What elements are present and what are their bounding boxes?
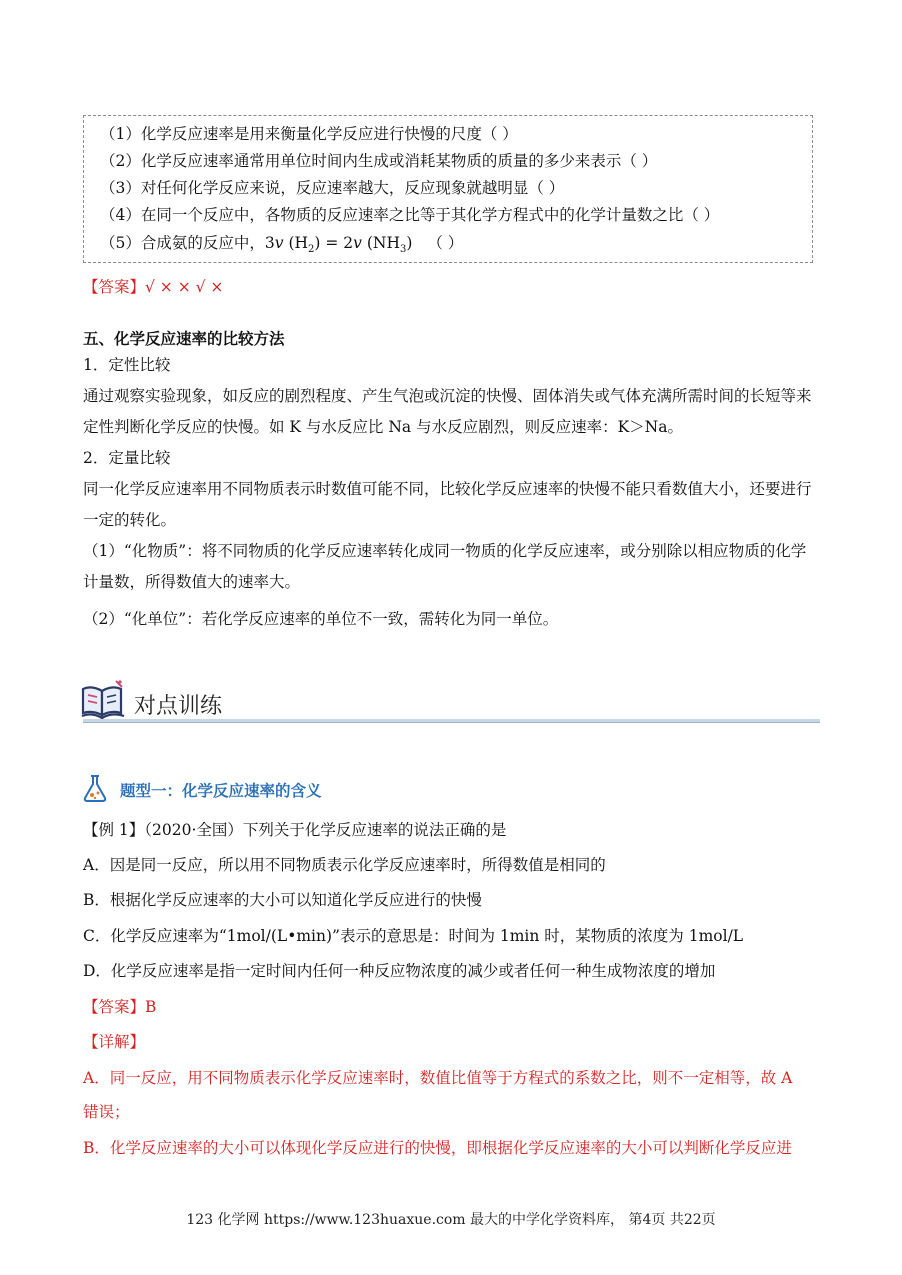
training-title: 对点训练 xyxy=(134,694,223,719)
detail-a-line: A．同一反应，用不同物质表示化学反应速率时，数值比值等于方程式的系数之比，则不一定相等，故 A xyxy=(83,1069,793,1087)
flask-icon xyxy=(80,773,110,803)
header-divider-line xyxy=(83,722,820,723)
option-a: A．因是同一反应，所以用不同物质表示化学反应速率时，所得数值是相同的 xyxy=(83,856,606,874)
option-c: C．化学反应速率为“1mol/(L•min)”表示的意思是：时间为 1min 时，某物质的浓度为 1mol/L xyxy=(83,927,744,945)
judge-item-5: （5）合成氨的反应中，3v $(H_2) = 2v$ $(NH_3)$ （ ） xyxy=(100,234,464,256)
paragraph-line: 同一化学反应速率用不同物质表示时数值可能不同，比较化学反应速率的快慢不能只看数值大小，还要进行 xyxy=(83,480,812,498)
open-book-icon xyxy=(80,679,126,721)
detail-label: 【详解】 xyxy=(83,1033,146,1051)
judge-item-2: （2）化学反应速率通常用单位时间内生成或消耗某物质的质量的多少来表示（ ） xyxy=(100,152,658,170)
option-b: B．根据化学反应速率的大小可以知道化学反应进行的快慢 xyxy=(83,891,482,909)
answer-1: 【答案】√ × × √ × xyxy=(83,278,224,296)
subsection-quantitative: 2．定量比较 xyxy=(83,449,171,467)
paragraph-line: （2）“化单位”：若化学反应速率的单位不一致，需转化为同一单位。 xyxy=(83,610,559,628)
subsection-qualitative: 1．定性比较 xyxy=(83,356,171,374)
example-stem: 【例 1】（2020·全国）下列关于化学反应速率的说法正确的是 xyxy=(83,821,507,839)
paragraph-line: 一定的转化。 xyxy=(83,511,177,529)
paragraph-line: 定性判断化学反应的快慢。如 K 与水反应比 Na 与水反应剧烈，则反应速率：K＞Na。 xyxy=(83,418,683,436)
paragraph-line: 计量数，所得数值大的速率大。 xyxy=(83,573,301,591)
judge-item-1: （1）化学反应速率是用来衡量化学反应进行快慢的尺度（ ） xyxy=(100,125,518,143)
page-footer: 123 化学网 https://www.123huaxue.com 最大的中学化学资料库， 第4页 共22页 xyxy=(186,1212,716,1228)
paragraph-line: （1）“化物质”：将不同物质的化学反应速率转化成同一物质的化学反应速率，或分别除以相应物质的化学 xyxy=(83,542,807,560)
example-answer: 【答案】B xyxy=(83,998,157,1016)
paragraph-line: 通过观察实验现象，如反应的剧烈程度、产生气泡或沉淀的快慢、固体消失或气体充满所需时间的长短等来 xyxy=(83,387,812,405)
option-d: D．化学反应速率是指一定时间内任何一种反应物浓度的减少或者任何一种生成物浓度的增加 xyxy=(83,962,716,980)
section-title: 五、化学反应速率的比较方法 xyxy=(83,329,285,348)
judge-item-3: （3）对任何化学反应来说，反应速率越大，反应现象就越明显（ ） xyxy=(100,179,565,197)
detail-b-line: B．化学反应速率的大小可以体现化学反应进行的快慢，即根据化学反应速率的大小可以判断化学反应进 xyxy=(83,1139,792,1157)
judge-item-4: （4）在同一个反应中，各物质的反应速率之比等于其化学方程式中的化学计量数之比（ ） xyxy=(100,206,720,224)
question-type-title: 题型一：化学反应速率的含义 xyxy=(120,781,322,800)
detail-a-line: 错误； xyxy=(83,1103,130,1121)
